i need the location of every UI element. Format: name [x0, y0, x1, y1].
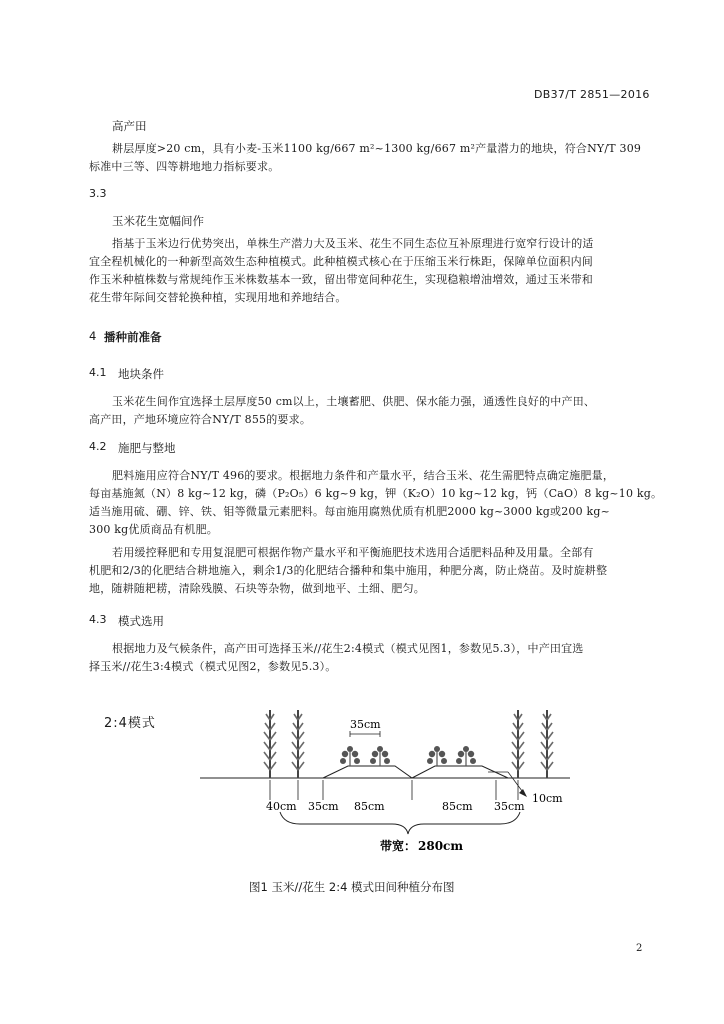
paragraph-line: 作玉米种植株数与常规纯作玉米株数基本一致，留出带宽间种花生，实现稳粮增油增效，通过玉米带和: [89, 273, 593, 286]
dim-label: 35cm: [308, 800, 339, 813]
peanut-plant-icon: [340, 746, 360, 766]
dim-label: 35cm: [494, 800, 525, 813]
peanut-plant-icon: [370, 746, 390, 766]
paragraph-line: 标准中三等、四等耕地地力指标要求。: [89, 160, 280, 173]
paragraph-line: 指基于玉米边行优势突出，单株生产潜力大及玉米、花生不同生态位互补原理进行宽窄行设计的适: [112, 237, 594, 250]
term-title-intercropping: 玉米花生宽幅间作: [112, 214, 204, 228]
corn-plant-icon: [264, 710, 276, 778]
dim-label: 85cm: [442, 800, 473, 813]
paragraph-line: 适当施用硫、硼、锌、铁、钼等微量元素肥料。每亩施用腐熟优质有机肥2000 kg~3000 kg或200 kg~: [89, 505, 611, 518]
paragraph-line: 玉米花生间作宜选择土层厚度50 cm以上，土壤蓄肥、供肥、保水能力强，通透性良好的中产田、: [112, 395, 596, 408]
section-title-4-1: 地块条件: [118, 367, 164, 381]
dim-ticks: [270, 780, 518, 800]
band-width-bracket: [280, 812, 520, 834]
corn-plant-icon: [512, 710, 524, 778]
document-code: DB37/T 2851—2016: [534, 88, 650, 101]
paragraph-line: 耕层厚度>20 cm，具有小麦-玉米1100 kg/667 m²~1300 kg/667 m²产量潜力的地块，符合NY/T 309: [112, 142, 642, 155]
paragraph-line: 择玉米//花生3:4模式（模式见图2，参数见5.3）。: [89, 660, 337, 673]
band-width-value: 280cm: [418, 839, 464, 853]
paragraph-line: 地，随耕随耙耢，清除残膜、石块等杂物，做到地平、土细、肥匀。: [89, 582, 425, 595]
corn-plant-icon: [541, 710, 553, 778]
section-title-4: 播种前准备: [104, 330, 162, 344]
paragraph-line: 宜全程机械化的一种新型高效生态种植模式。此种植模式核心在于压缩玉米行株距，保障单位面积内间: [89, 255, 593, 268]
peanut-plant-icon: [456, 746, 476, 766]
paragraph-line: 若用缓控释肥和专用复混肥可根据作物产量水平和平衡施肥技术选用合适肥料品种及用量。全部有: [112, 546, 594, 559]
section-number-3-3: 3.3: [89, 187, 107, 200]
paragraph-line: 肥料施用应符合NY/T 496的要求。根据地力条件和产量水平，结合玉米、花生需肥特点确定施肥量，: [112, 469, 615, 482]
band-width-label: 带宽：: [380, 839, 417, 853]
peanut-bed-outline: [323, 766, 508, 778]
paragraph-line: 根据地力及气候条件，高产田可选择玉米//花生2:4模式（模式见图1，参数见5.3），中产田宜选: [112, 642, 584, 655]
dim-label: 40cm: [266, 800, 297, 813]
paragraph-line: 300 kg优质商品有机肥。: [89, 523, 218, 536]
section-number-4-1: 4.1: [89, 366, 107, 379]
corn-plant-icon: [292, 710, 304, 778]
paragraph-line: 机肥和2/3的化肥结合耕地施入，剩余1/3的化肥结合播种和集中施用，种肥分离，防止烧苗。及时旋耕整: [89, 564, 608, 577]
dim-label: 85cm: [354, 800, 385, 813]
section-number-4-3: 4.3: [89, 613, 107, 626]
section-title-4-2: 施肥与整地: [118, 441, 176, 455]
paragraph-line: 花生带年际间交替轮换种植，实现用地和养地结合。: [89, 291, 347, 304]
paragraph-line: 高产田，产地环境应符合NY/T 855的要求。: [89, 413, 312, 426]
figure-mode-label: 2:4模式: [104, 716, 156, 731]
dim-label: 10cm: [532, 792, 563, 805]
peanut-plant-icon: [427, 746, 447, 766]
arrow-icon: [519, 789, 527, 797]
page-number: 2: [636, 943, 643, 954]
planting-layout-diagram: [200, 700, 600, 865]
section-number-4: 4: [89, 329, 97, 343]
section-number-4-2: 4.2: [89, 440, 107, 453]
paragraph-line: 每亩基施氮（N）8 kg~12 kg，磷（P₂O₅）6 kg~9 kg，钾（K₂O）10 kg~12 kg，钙（CaO）8 kg~10 kg。: [89, 487, 663, 500]
dim-label-peanut-row: 35cm: [350, 718, 381, 731]
figure-caption: 图1 玉米//花生 2:4 模式田间种植分布图: [249, 880, 455, 894]
section-title-4-3: 模式选用: [118, 614, 164, 628]
term-title-high-yield: 高产田: [112, 119, 147, 133]
